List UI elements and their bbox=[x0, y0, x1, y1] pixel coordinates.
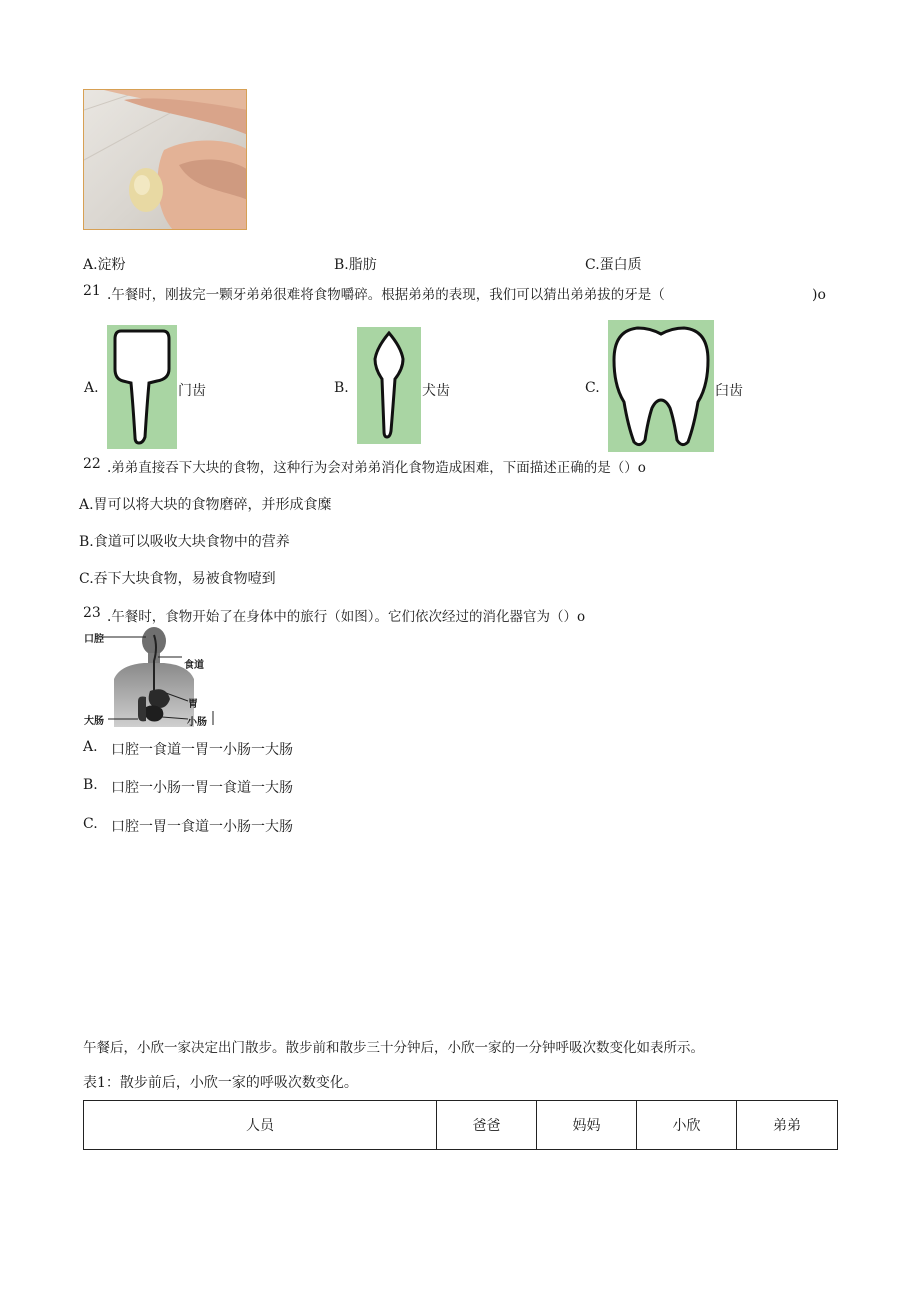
breathing-table bbox=[83, 1100, 838, 1150]
q22-option-a[interactable]: A.胃可以将大块的食物磨碎，并形成食糜 bbox=[79, 497, 332, 513]
molar-icon bbox=[608, 320, 714, 452]
header-xiaoxin: 小欣 bbox=[637, 1101, 737, 1150]
q23-option-b-text[interactable]: 口腔一小肠一胃一食道一大肠 bbox=[111, 780, 293, 796]
q21-option-a-label[interactable]: 门齿 bbox=[178, 383, 206, 399]
q23-number: 23 bbox=[83, 605, 101, 621]
q23-option-c-letter[interactable]: C. bbox=[83, 816, 98, 832]
q21-blank-close: )o bbox=[812, 287, 826, 303]
label-large-intestine: 大肠 bbox=[84, 716, 104, 727]
human-body-silhouette bbox=[84, 627, 224, 727]
q23-option-a-text[interactable]: 口腔一食道一胃一小肠一大肠 bbox=[111, 742, 293, 758]
finger-pinch-illustration bbox=[84, 90, 247, 230]
header-brother: 弟弟 bbox=[737, 1101, 838, 1150]
q20-option-c[interactable]: C.蛋白质 bbox=[585, 257, 642, 273]
table-caption: 表1：散步前后，小欣一家的呼吸次数变化。 bbox=[83, 1075, 358, 1091]
molar-figure bbox=[608, 320, 714, 452]
q22-option-b[interactable]: B.食道可以吸收大块食物中的营养 bbox=[79, 534, 290, 550]
walk-passage: 午餐后，小欣一家决定出门散步。散步前和散步三十分钟后，小欣一家的一分钟呼吸次数变化如表所示。 bbox=[83, 1040, 704, 1056]
q21-number: 21 bbox=[83, 283, 101, 299]
label-mouth: 口腔 bbox=[84, 634, 104, 645]
q22-question: .弟弟直接吞下大块的食物，这种行为会对弟弟消化食物造成困难，下面描述正确的是（）o bbox=[107, 460, 646, 476]
digestive-system-figure bbox=[84, 627, 224, 727]
q21-option-c-label[interactable]: 臼齿 bbox=[715, 383, 743, 399]
incisor-figure bbox=[107, 325, 177, 449]
table-header-row bbox=[84, 1101, 838, 1150]
q23-question: .午餐时，食物开始了在身体中的旅行（如图）。它们依次经过的消化器官为（）o bbox=[107, 609, 586, 625]
q21-option-b-letter[interactable]: B. bbox=[334, 380, 349, 396]
canine-figure bbox=[357, 327, 421, 444]
canine-icon bbox=[357, 327, 421, 444]
q21-option-a-letter[interactable]: A. bbox=[84, 380, 99, 396]
q23-option-a-letter[interactable]: A. bbox=[83, 739, 98, 755]
header-mom: 妈妈 bbox=[537, 1101, 637, 1150]
header-person: 人员 bbox=[84, 1101, 437, 1150]
q23-option-b-letter[interactable]: B. bbox=[83, 777, 98, 793]
label-esophagus: 食道 bbox=[184, 660, 204, 671]
q20-option-b[interactable]: B.脂肪 bbox=[334, 257, 377, 273]
label-stomach: 胃 bbox=[188, 699, 198, 710]
incisor-icon bbox=[107, 325, 177, 449]
q22-option-c[interactable]: C.吞下大块食物，易被食物噎到 bbox=[79, 571, 276, 587]
header-dad: 爸爸 bbox=[437, 1101, 537, 1150]
q23-option-c-text[interactable]: 口腔一胃一食道一小肠一大肠 bbox=[111, 819, 293, 835]
q21-question: .午餐时，刚拔完一颗牙弟弟很难将食物嚼碎。根据弟弟的表现，我们可以猜出弟弟拔的牙是（ bbox=[107, 287, 665, 303]
finger-pinch-photo bbox=[83, 89, 247, 230]
q21-option-c-letter[interactable]: C. bbox=[585, 380, 600, 396]
q21-option-b-label[interactable]: 犬齿 bbox=[422, 383, 450, 399]
q22-number: 22 bbox=[83, 456, 101, 472]
q20-option-a[interactable]: A.淀粉 bbox=[83, 257, 126, 273]
label-small-intestine: 小肠 bbox=[187, 717, 207, 728]
